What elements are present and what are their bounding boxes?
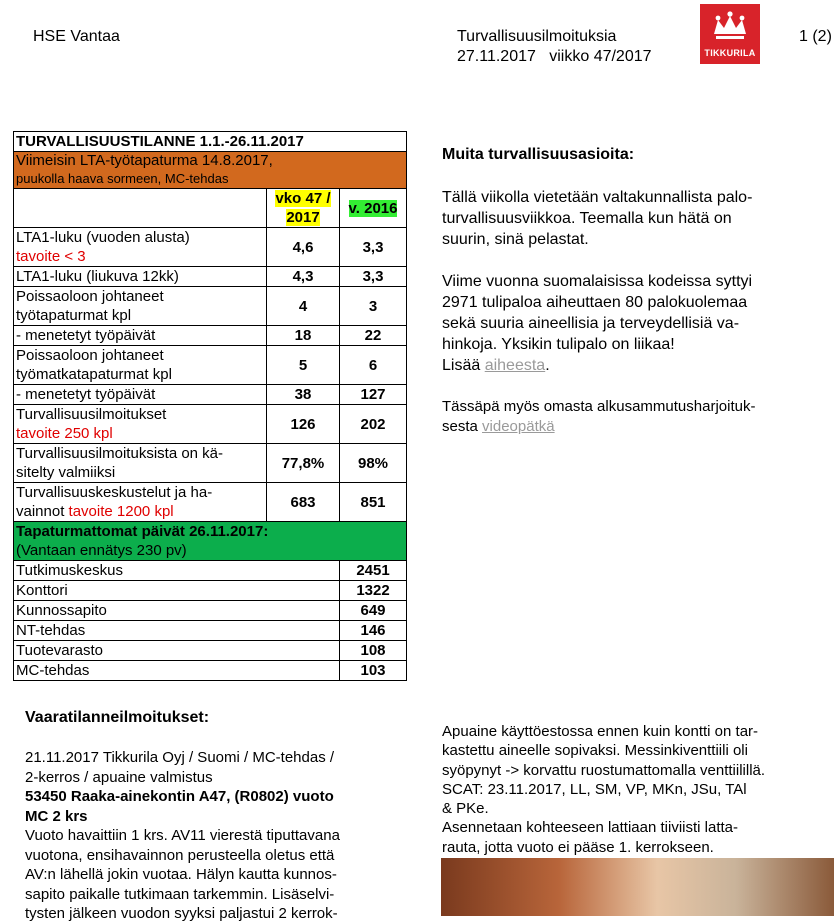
text-line: Viime vuonna suomalaisissa kodeissa syttyi	[442, 273, 753, 290]
value-2017: 683	[267, 483, 340, 522]
table-row	[14, 267, 407, 287]
value-2016: 3,3	[340, 228, 407, 267]
value-2017: 5	[267, 346, 340, 385]
value-2017: 126	[267, 405, 340, 444]
row-label-line1: Turvallisuuskeskustelut ja ha-	[16, 484, 213, 501]
row-label-line2: työtapaturmat kpl	[16, 307, 132, 324]
col1-line1: vko 47 /	[275, 190, 331, 207]
days-value: 146	[340, 621, 407, 641]
table-row	[14, 326, 407, 346]
text-line: & PKe.	[442, 800, 489, 818]
value-2017: 77,8%	[267, 444, 340, 483]
company-name: HSE Vantaa	[33, 28, 120, 45]
value-2017: 38	[267, 385, 340, 405]
fire-statistics-paragraph: Viime vuonna suomalaisissa kodeissa syttyi 2971 tulipaloa aiheuttaen 80 palokuolemaa sekä suuria aineellisia ja terveydellisiä va- hinkoja. Yksikin tulipalo on liikaa! Lisää aiheesta.	[442, 273, 753, 374]
text-line: AV:n lähellä jokin vuotaa. Hälyn kautta kunnos-	[25, 866, 337, 883]
text-line: Vuoto havaittiin 1 krs. AV11 vierestä tiputtavana	[25, 827, 340, 844]
last-lta-line1: Viimeisin LTA-työtapaturma 14.8.2017,	[16, 152, 273, 169]
week: viikko 47/2017	[549, 48, 652, 65]
text-line: 2971 tulipaloa aiheuttaen 80 palokuolemaa	[442, 294, 748, 311]
text-line: Apuaine käyttöestossa ennen kuin kontti on tar-	[442, 723, 759, 740]
row-target: tavoite 250 kpl	[16, 425, 113, 442]
days-row	[14, 561, 407, 581]
date: 27.11.2017	[457, 48, 536, 65]
incident-meta: 21.11.2017 Tikkurila Oyj / Suomi / MC-tehdas /	[25, 749, 335, 766]
other-safety-heading: Muita turvallisuusasioita:	[442, 146, 635, 163]
text-line: tysten jälkeen vuodon syyksi paljastui 2 kerrok-	[25, 905, 338, 922]
department-name: MC-tehdas	[14, 661, 340, 681]
department-name: Tuotevarasto	[14, 641, 340, 661]
incident-report	[25, 748, 340, 924]
incident-title: 53450 Raaka-ainekontin A47, (R0802) vuoto	[25, 788, 334, 805]
value-2016: 3	[340, 287, 407, 326]
table-row	[14, 385, 407, 405]
days-value: 108	[340, 641, 407, 661]
text-line: hinkoja. Yksikin tulipalo on liikaa!	[442, 336, 675, 353]
days-row	[14, 641, 407, 661]
crown-icon	[700, 4, 760, 48]
incident-meta: 2-kerros / apuaine valmistus	[25, 768, 213, 786]
days-row	[14, 621, 407, 641]
incident-reports-heading: Vaaratilanneilmoitukset:	[25, 709, 210, 726]
incident-title: MC 2 krs	[25, 807, 88, 825]
video-paragraph	[442, 397, 755, 437]
row-label: Turvallisuusilmoitukset	[16, 406, 167, 423]
table-row	[14, 444, 407, 483]
row-label-line1: Turvallisuusilmoituksista on kä-	[16, 445, 224, 462]
days-title: Tapaturmattomat päivät 26.11.2017:	[16, 523, 269, 540]
table-row	[14, 228, 407, 267]
value-2016: 3,3	[340, 267, 407, 287]
row-label-line2: työmatkatapaturmat kpl	[16, 366, 172, 383]
text-line: sesta	[442, 418, 478, 435]
col2-label: v. 2016	[348, 199, 398, 217]
value-2016: 98%	[340, 444, 407, 483]
row-target: tavoite < 3	[16, 248, 86, 265]
row-label-line1: Poissaoloon johtaneet	[16, 288, 164, 305]
value-2016: 202	[340, 405, 407, 444]
table-title: TURVALLISUUSTILANNE 1.1.-26.11.2017	[14, 132, 407, 152]
text-line: rauta, jotta vuoto ei pääse 1. kerrokseen.	[442, 838, 714, 856]
table-row	[14, 405, 407, 444]
table-row	[14, 346, 407, 385]
days-value: 103	[340, 661, 407, 681]
document-title: Turvallisuusilmoituksia	[457, 28, 617, 45]
row-label-line2: vainnot	[16, 503, 65, 520]
value-2016: 6	[340, 346, 407, 385]
video-link[interactable]: videopätkä	[482, 418, 555, 435]
days-header-row	[14, 522, 407, 561]
value-2016: 22	[340, 326, 407, 346]
header-empty-cell	[14, 189, 267, 228]
row-target: tavoite 1200 kpl	[68, 503, 174, 520]
topic-link[interactable]: aiheesta	[484, 357, 546, 374]
logo-text: TIKKURILA	[704, 48, 756, 58]
text-line: kastettu aineelle sopivaksi. Messinkiventtiili oli	[442, 742, 748, 760]
days-row	[14, 581, 407, 601]
text-line: Lisää	[442, 357, 481, 374]
row-label: - menetetyt työpäivät	[14, 385, 267, 405]
text-line: sekä suuria aineellisia ja terveydellisiä va-	[442, 315, 740, 332]
leak-photo	[441, 858, 834, 916]
department-name: NT-tehdas	[14, 621, 340, 641]
department-name: Kunnossapito	[14, 601, 340, 621]
value-2017: 4,6	[267, 228, 340, 267]
table-row	[14, 483, 407, 522]
text-line: sapito paikalle tutkimaan tarkemmin. Lisäselvi-	[25, 885, 335, 903]
page-number: 1 (2)	[799, 28, 832, 45]
row-label: LTA1-luku (liukuva 12kk)	[14, 267, 267, 287]
text-line: syöpynyt -> korvattu ruostumattomalla venttiilillä.	[442, 761, 766, 779]
department-name: Tutkimuskeskus	[14, 561, 340, 581]
last-lta-cell	[14, 152, 407, 189]
department-name: Konttori	[14, 581, 340, 601]
fire-safety-week-paragraph	[442, 187, 752, 250]
col-header-2016	[340, 189, 407, 228]
col1-line2: 2017	[286, 209, 320, 226]
row-label-line1: Poissaoloon johtaneet	[16, 347, 164, 364]
last-lta-line2: puukolla haava sormeen, MC-tehdas	[16, 171, 229, 186]
value-2016: 127	[340, 385, 407, 405]
days-value: 2451	[340, 561, 407, 581]
incident-continuation	[442, 722, 765, 857]
table-row	[14, 287, 407, 326]
tikkurila-logo	[700, 4, 760, 64]
days-row	[14, 661, 407, 681]
value-2016: 851	[340, 483, 407, 522]
row-label-line2: sitelty valmiiksi	[16, 464, 116, 481]
value-2017: 4,3	[267, 267, 340, 287]
value-2017: 4	[267, 287, 340, 326]
safety-status-table	[13, 131, 407, 681]
days-note: (Vantaan ennätys 230 pv)	[16, 542, 187, 559]
text-line: SCAT: 23.11.2017, LL, SM, VP, MKn, JSu, TAl	[442, 780, 747, 798]
days-value: 649	[340, 601, 407, 621]
document-date	[457, 47, 652, 67]
value-2017: 18	[267, 326, 340, 346]
text-line: vuotona, ensihavainnon perusteella oletus että	[25, 846, 335, 864]
text-line: Tällä viikolla vietetään valtakunnallista palo-	[442, 189, 753, 206]
text-line: turvallisuusviikkoa. Teemalla kun hätä on	[442, 210, 732, 227]
text-line: Tässäpä myös omasta alkusammutusharjoituk-	[442, 398, 756, 415]
col-header-2017	[267, 189, 340, 228]
text-line: Asennetaan kohteeseen lattiaan tiiviisti latta-	[442, 819, 739, 837]
days-value: 1322	[340, 581, 407, 601]
row-label: LTA1-luku (vuoden alusta)	[16, 229, 190, 246]
text-line: suurin, sinä pelastat.	[442, 231, 589, 248]
row-label: - menetetyt työpäivät	[14, 326, 267, 346]
days-row	[14, 601, 407, 621]
